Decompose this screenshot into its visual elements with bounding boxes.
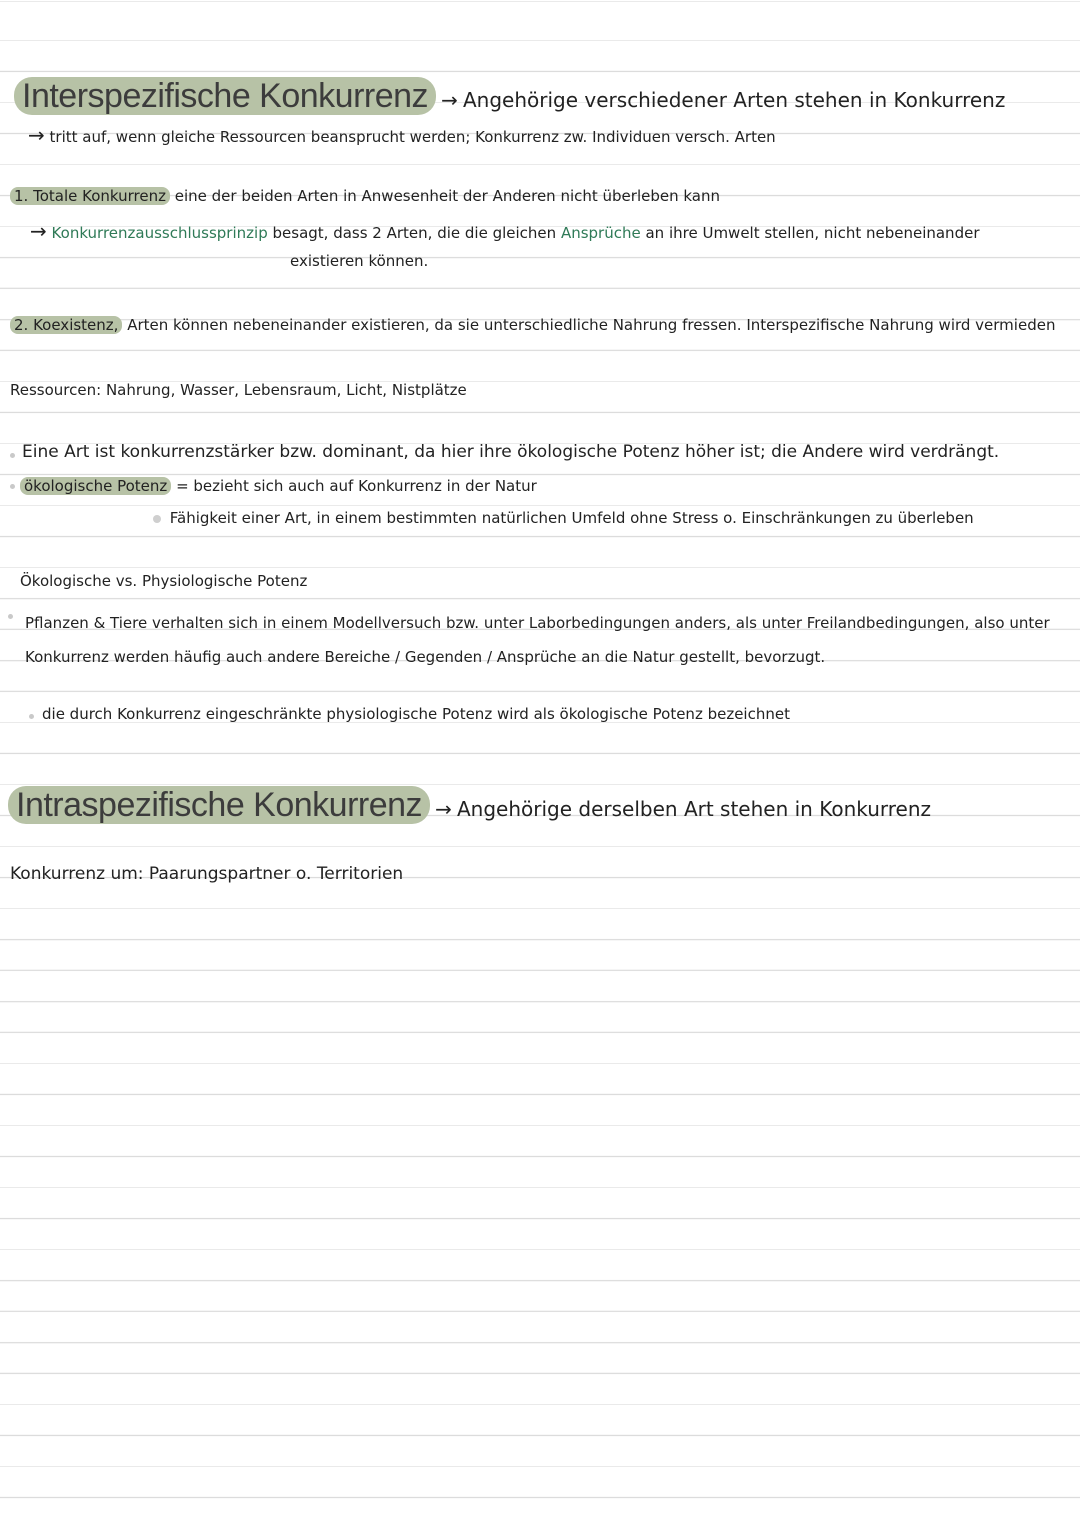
- bullet-dot-1: [10, 453, 15, 458]
- principle-text-2: an ihre Umwelt stellen, nicht nebeneinander: [645, 224, 980, 242]
- oekologische-potenz-label: ökologische Potenz: [20, 477, 171, 495]
- principle-row: [30, 220, 979, 243]
- oekologische-potenz-text: = bezieht sich auch auf Konkurrenz in der Natur: [176, 477, 537, 495]
- intra-text: Konkurrenz um: Paarungspartner o. Territorien: [10, 864, 404, 884]
- inter-arrow-icon: →: [441, 88, 458, 112]
- principle-text-3: existieren können.: [290, 252, 429, 270]
- inter-line2-text: tritt auf, wenn gleiche Ressourcen beansprucht werden; Konkurrenz zw. Individuen versch. Arten: [49, 128, 776, 146]
- vergleich-heading: [20, 573, 307, 590]
- inter-headline-text: Angehörige verschiedener Arten stehen in Konkurrenz: [463, 88, 1006, 112]
- vergleich-bullet-2: [42, 706, 790, 723]
- principle-term: Konkurrenzausschlussprinzip: [51, 224, 268, 242]
- koexistenz-label: 2. Koexistenz,: [10, 316, 122, 334]
- intra-title: Intraspezifische Konkurrenz: [8, 786, 430, 824]
- bullet-dot-2: [10, 484, 15, 489]
- intra-headline-text: Angehörige derselben Art stehen in Konkurrenz: [457, 797, 932, 821]
- bullet-dot-4: [29, 714, 34, 719]
- vergleich-text-3: die durch Konkurrenz eingeschränkte physiologische Potenz wird als ökologische Potenz bezeichnet: [42, 705, 790, 723]
- principle-text-1: besagt, dass 2 Arten, die die gleichen: [272, 224, 557, 242]
- inter-line2-arrow-icon: →: [28, 123, 45, 147]
- total-row: [10, 188, 720, 205]
- vergleich-heading-text: Ökologische vs. Physiologische Potenz: [20, 572, 308, 590]
- koexistenz-text: Arten können nebeneinander existieren, da sie unterschiedliche Nahrung fressen. Interspezifische Nahrung wird vermieden: [127, 316, 1056, 334]
- total-text: eine der beiden Arten in Anwesenheit der Anderen nicht überleben kann: [174, 187, 720, 205]
- intra-arrow-icon: →: [435, 797, 452, 821]
- ressourcen-row: [10, 382, 467, 399]
- potenz-bullet-1-text: Eine Art ist konkurrenzstärker bzw. dominant, da hier ihre ökologische Potenz höher ist; die Andere wird verdrängt.: [22, 442, 1000, 462]
- potenz-bullet-2-sub: [153, 510, 974, 527]
- bullet-dot-3: [8, 614, 13, 619]
- vergleich-text-1: Pflanzen & Tiere verhalten sich in einem Modellversuch bzw. unter Laborbedingungen anders, als unter Freilandbedingungen, also unter: [25, 614, 1050, 632]
- inter-line-2: [28, 124, 776, 147]
- total-label: 1. Totale Konkurrenz: [10, 187, 170, 205]
- ansprueche-term: Ansprüche: [560, 224, 641, 242]
- potenz-bullet-1: [22, 443, 999, 463]
- ressourcen-text: Nahrung, Wasser, Lebensraum, Licht, Nistplätze: [105, 381, 467, 399]
- principle-row-2: [290, 253, 428, 270]
- vergleich-paragraph: [25, 606, 1060, 674]
- inter-title-row: [14, 77, 1005, 116]
- vergleich-text-2: Konkurrenz werden häufig auch andere Bereiche / Gegenden / Ansprüche an die Natur gestellt, bevorzugt.: [25, 648, 826, 666]
- intra-title-row: [8, 786, 931, 825]
- intra-text-row: [10, 865, 403, 885]
- potenz-bullet-2-sub-text: Fähigkeit einer Art, in einem bestimmten natürlichen Umfeld ohne Stress o. Einschränkungen zu überleben: [169, 509, 974, 527]
- sub-bullet-dot: [153, 515, 161, 523]
- principle-arrow-icon: →: [30, 219, 47, 243]
- potenz-bullet-2: [20, 478, 537, 495]
- inter-title: Interspezifische Konkurrenz: [14, 77, 436, 115]
- ressourcen-label: Ressourcen:: [10, 381, 102, 399]
- koexistenz-row: [10, 317, 1055, 334]
